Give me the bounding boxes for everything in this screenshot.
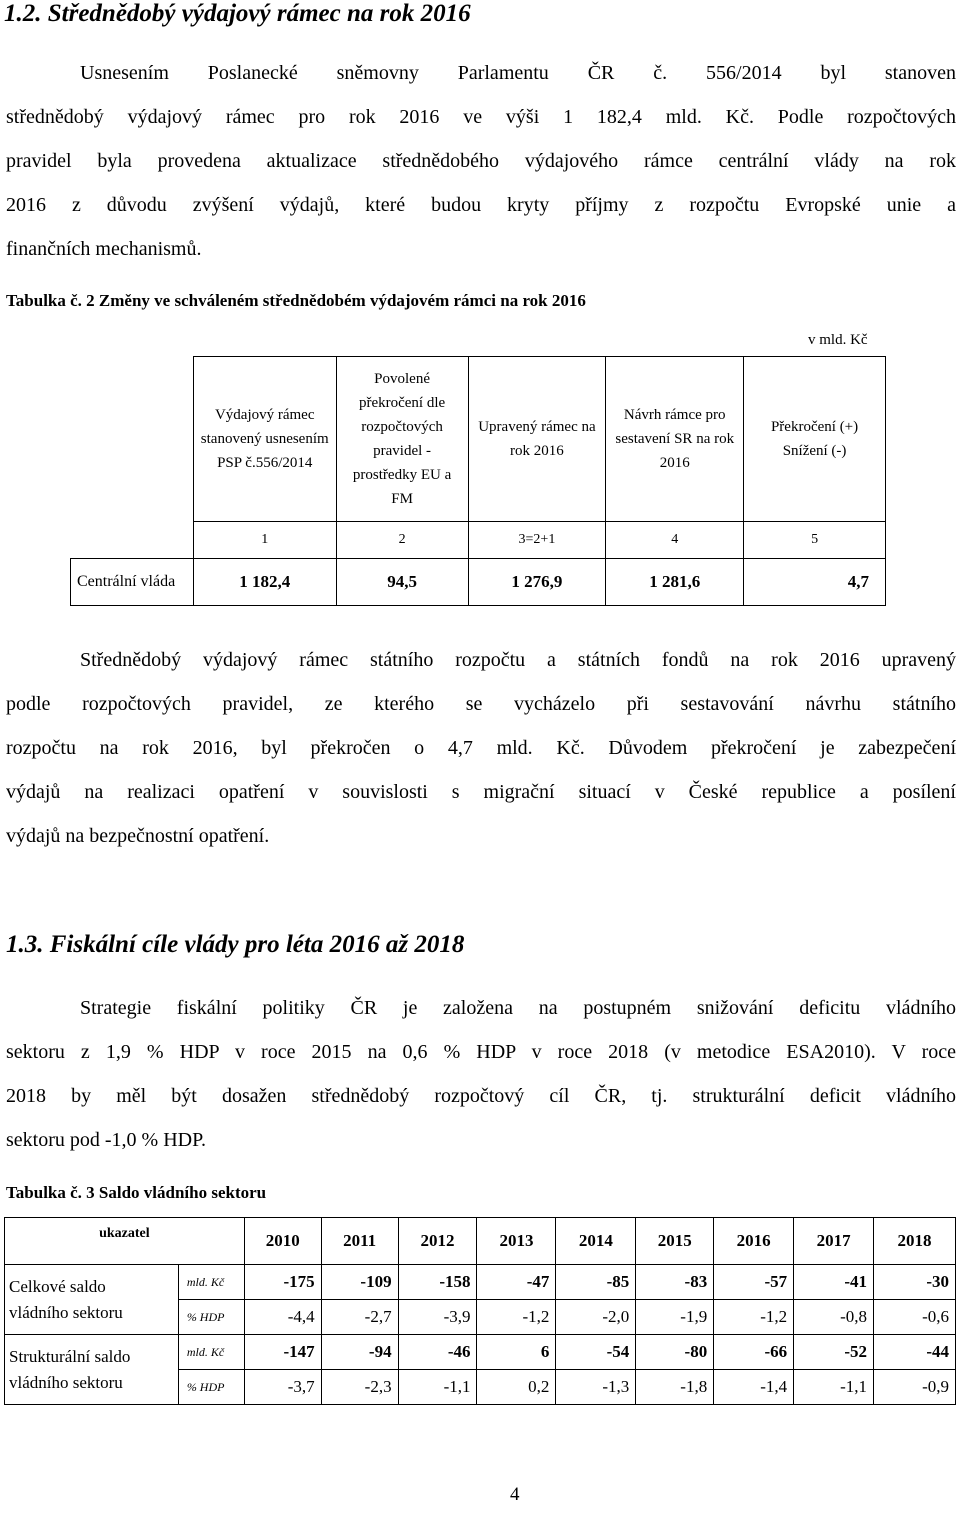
section-1-2-paragraph: Usnesením Poslanecké sněmovny Parlamentu ČR č. 556/2014 byl stanoven střednědobý výdajový rámec pro rok 2016 ve výši 1 182,4 mld. Kč. Podle rozpočtových pravidel byla provedena aktualizace střednědobého výdajového rámce centrální vlády na rok 2016 z důvodu zvýšení výdajů, které budou kryty příjmy z rozpočtu Evropské unie a finančních mechanismů. [6,62,956,260]
table3-cell: -94 [321,1335,398,1370]
table3-cell: -2,3 [321,1370,398,1405]
table3-cell: -1,1 [794,1370,874,1405]
table2-value-5: 4,7 [744,559,886,606]
table2-header-1: Výdajový rámec stanovený usnesením PSP č.556/2014 [193,357,336,522]
table3-year: 2012 [398,1218,477,1265]
table3-cell: -41 [794,1265,874,1300]
paragraph-2: Střednědobý výdajový rámec státního rozpočtu a státních fondů na rok 2016 upravený podle rozpočtových pravidel, ze kterého se vycházelo při sestavování návrhu státního rozpočtu na rok 2016, byl překročen o 4,7 mld. Kč. Důvodem překročení je zabezpečení výdajů na realizaci opatření v souvislosti s migrační situací v České republice a posílení výdajů na bezpečnostní opatření. [6,649,956,847]
table2-value-2: 94,5 [336,559,468,606]
table3-year: 2010 [244,1218,321,1265]
table3-cell: -54 [556,1335,636,1370]
table3-year: 2018 [874,1218,956,1265]
table3-cell: 0,2 [477,1370,556,1405]
table3-cell: -1,2 [477,1300,556,1335]
table2-colnum-1: 1 [193,522,336,559]
table3-cell: 6 [477,1335,556,1370]
page-number: 4 [510,1484,520,1505]
section-1-3-paragraph: Strategie fiskální politiky ČR je založena na postupném snižování deficitu vládního sektoru z 1,9 % HDP v roce 2015 na 0,6 % HDP v roce 2018 (v metodice ESA2010). V roce 2018 by měl být dosažen střednědobý rozpočtový cíl ČR, tj. strukturální deficit vládního sektoru pod -1,0 % HDP. [6,997,956,1151]
table3-year: 2016 [714,1218,794,1265]
table2-colnum-5: 5 [744,522,886,559]
table3-cell: -109 [321,1265,398,1300]
table3-row-label: Celkové saldo vládního sektoru [5,1265,179,1335]
table3-caption: Tabulka č. 3 Saldo vládního sektoru [6,1183,267,1202]
table3-cell: -66 [714,1335,794,1370]
table3-unit: mld. Kč [178,1265,244,1300]
table3-cell: -30 [874,1265,956,1300]
table2-blank-cell [71,357,194,522]
table3-year: 2014 [556,1218,636,1265]
table3-unit: % HDP [178,1370,244,1405]
table3-year: 2017 [794,1218,874,1265]
table3-header-label: ukazatel [5,1218,245,1265]
table3-cell: -3,7 [244,1370,321,1405]
table3-cell: -85 [556,1265,636,1300]
table3-cell: -52 [794,1335,874,1370]
table3-cell: -1,9 [636,1300,714,1335]
table2-colnum-4: 4 [606,522,744,559]
table3-year: 2015 [636,1218,714,1265]
table2-caption: Tabulka č. 2 Změny ve schváleném střednědobém výdajovém rámci na rok 2016 [6,291,586,310]
table3 [4,1217,956,1405]
table3-year: 2011 [321,1218,398,1265]
table3-cell: -0,6 [874,1300,956,1335]
table2-header-5: Překročení (+) Snížení (-) [744,357,886,522]
table2-colnum-3: 3=2+1 [468,522,606,559]
table3-year: 2013 [477,1218,556,1265]
table2-value-4: 1 281,6 [606,559,744,606]
table3-cell: -46 [398,1335,477,1370]
table3-cell: -175 [244,1265,321,1300]
table3-cell: -1,8 [636,1370,714,1405]
table3-cell: -44 [874,1335,956,1370]
table3-cell: -4,4 [244,1300,321,1335]
table3-cell: -57 [714,1265,794,1300]
table2-header-4: Návrh rámce pro sestavení SR na rok 2016 [606,357,744,522]
table2-value-1: 1 182,4 [193,559,336,606]
table3-cell: -158 [398,1265,477,1300]
table2-unit: v mld. Kč [808,332,868,348]
table3-cell: -2,0 [556,1300,636,1335]
table2-blank-cell [71,522,194,559]
table3-cell: -1,2 [714,1300,794,1335]
table3-cell: -3,9 [398,1300,477,1335]
table3-cell: -47 [477,1265,556,1300]
table3-unit: mld. Kč [178,1335,244,1370]
table2-header-3: Upravený rámec na rok 2016 [468,357,606,522]
table3-cell: -0,9 [874,1370,956,1405]
table2-colnum-2: 2 [336,522,468,559]
table3-cell: -83 [636,1265,714,1300]
table3-unit: % HDP [178,1300,244,1335]
section-title-1-2: 1.2. Střednědobý výdajový rámec na rok 2016 [4,0,471,27]
table3-cell: -80 [636,1335,714,1370]
table2 [70,356,886,606]
table2-value-3: 1 276,9 [468,559,606,606]
table3-cell: -147 [244,1335,321,1370]
table3-cell: -1,3 [556,1370,636,1405]
table2-header-2: Povolené překročení dle rozpočtových pravidel - prostředky EU a FM [336,357,468,522]
section-title-1-3: 1.3. Fiskální cíle vlády pro léta 2016 až 2018 [6,931,465,958]
table3-cell: -1,4 [714,1370,794,1405]
table2-row-label: Centrální vláda [71,559,194,606]
table3-row-label: Strukturální saldo vládního sektoru [5,1335,179,1405]
table3-cell: -2,7 [321,1300,398,1335]
table3-cell: -1,1 [398,1370,477,1405]
table3-cell: -0,8 [794,1300,874,1335]
